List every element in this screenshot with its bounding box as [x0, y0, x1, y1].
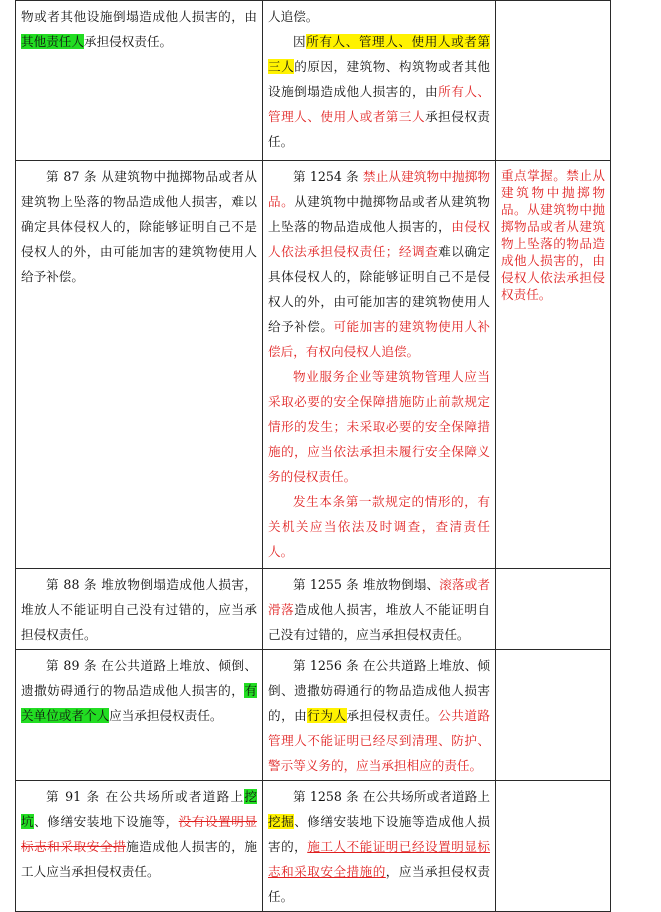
- text-run: 没有设置明显标志和采取安全措: [21, 814, 258, 854]
- text-run: 承担侵权责任。: [83, 34, 173, 49]
- text-run: 挖掘: [268, 814, 295, 829]
- text-run: 发生本条第一款规定的情形的，有关机关应当依法及时调查，查清责任人。: [268, 494, 490, 559]
- text-run: 可能加害的建筑物使用人补偿后，有权向侵权人追偿。: [268, 319, 491, 359]
- text-run: 禁止从建筑物中抛掷物品。: [268, 169, 491, 209]
- text-run: 第 87 条 从建筑物中抛掷物品或者从建筑物上坠落的物品造成他人损害，难以确定具体侵权人的，除能够证明自己不是侵权人的外，由可能加害的建筑物使用人给予补偿。: [21, 169, 257, 284]
- cell-text: [21, 784, 257, 884]
- old-law-cell: [16, 1, 263, 161]
- cell-text: [268, 29, 490, 154]
- text-run: 有关单位或者个人: [21, 683, 257, 723]
- table-row: [16, 650, 611, 781]
- table-row: [16, 781, 611, 912]
- text-run: 公共道路管理人不能证明已经尽到清理、防护、警示等义务的，应当承担相应的责任。: [268, 708, 491, 773]
- cell-text: [21, 4, 257, 54]
- cell-text: [21, 572, 257, 647]
- new-law-cell: [263, 650, 496, 781]
- table-row: [16, 1, 611, 161]
- cell-text: [268, 489, 490, 564]
- note-cell: [496, 569, 611, 650]
- table-row: [16, 161, 611, 569]
- cell-text: [21, 653, 257, 728]
- text-run: 物或者其他设施倒塌造成他人损害的，由: [21, 9, 257, 24]
- text-run: 第 1254 条: [293, 169, 363, 184]
- text-run: 应当承担侵权责任。: [109, 708, 223, 723]
- text-run: 因: [293, 34, 307, 49]
- text-run: 重点掌握。禁止从建筑物中抛掷物品。从建筑物中抛掷物品或者从建筑物上坠落的物品造成他人损害的，由侵权人依法承担侵权责任。: [501, 168, 605, 302]
- text-run: 所有人、管理人、使用人或者第三人: [268, 84, 491, 124]
- text-run: 人追偿。: [268, 9, 319, 24]
- new-law-cell: [263, 1, 496, 161]
- cell-text: [21, 164, 257, 289]
- text-run: 其他责任人: [21, 34, 84, 49]
- text-run: 挖坑: [21, 789, 257, 829]
- note-text: [501, 167, 605, 303]
- text-run: 第 1255 条 堆放物倒塌、: [293, 577, 440, 592]
- text-run: ，应当承担侵权责任。: [268, 864, 491, 904]
- note-cell: [496, 161, 611, 569]
- table-row: [16, 569, 611, 650]
- text-run: 第 88 条 堆放物倒塌造成他人损害，堆放人不能证明自己没有过错的，应当承担侵权责任。: [21, 577, 257, 642]
- text-run: 施工人不能证明已经设置明显标志和采取安全措施的: [268, 839, 491, 879]
- old-law-cell: [16, 569, 263, 650]
- cell-text: [268, 4, 490, 29]
- text-run: 第 1256 条 在公共道路上堆放、倾倒、遗撒妨碍通行的物品造成他人损害的，由: [268, 658, 490, 723]
- text-run: 第 91 条 在公共场所或者道路上: [46, 789, 245, 804]
- cell-text: [268, 572, 490, 647]
- note-cell: [496, 781, 611, 912]
- cell-text: [268, 653, 490, 778]
- text-run: 的原因，建筑物、构筑物或者其他设施倒塌造成他人损害的，由: [268, 59, 491, 99]
- text-run: 承担侵权责任。: [346, 708, 439, 723]
- text-run: 第 1258 条 在公共场所或者道路上: [293, 789, 490, 804]
- text-run: 造成他人损害，堆放人不能证明自己没有过错的，应当承担侵权责任。: [268, 602, 491, 642]
- text-run: 、修缮安装地下设施等，: [34, 814, 179, 829]
- text-run: 施造成他人损害的，施工人应当承担侵权责任。: [21, 839, 258, 879]
- text-run: 由侵权人依法承担侵权责任；经调查: [268, 219, 491, 259]
- text-run: 、修缮安装地下设施等造成他人损害的，: [268, 814, 491, 854]
- cell-text: [268, 784, 490, 909]
- note-cell: [496, 1, 611, 161]
- text-run: 难以确定具体侵权人的，除能够证明自己不是侵权人的外，由可能加害的建筑物使用人给予补偿。: [268, 244, 491, 334]
- old-law-cell: [16, 781, 263, 912]
- text-run: 承担侵权责任。: [268, 109, 491, 149]
- cell-text: [268, 164, 490, 364]
- cell-text: [268, 364, 490, 489]
- text-run: 从建筑物中抛掷物品或者从建筑物上坠落的物品造成他人损害的，: [268, 194, 491, 234]
- text-run: 第 89 条 在公共道路上堆放、倾倒、遗撒妨碍通行的物品造成他人损害的，: [21, 658, 257, 698]
- text-run: 所有人、管理人、使用人或者第三人: [268, 34, 490, 74]
- note-cell: [496, 650, 611, 781]
- law-comparison-table: [15, 0, 611, 912]
- new-law-cell: [263, 569, 496, 650]
- text-run: 物业服务企业等建筑物管理人应当采取必要的安全保障措施防止前款规定情形的发生；未采取必要的安全保障措施的，应当依法承担未履行安全保障义务的侵权责任。: [268, 369, 490, 484]
- text-run: 行为人: [307, 708, 347, 723]
- new-law-cell: [263, 161, 496, 569]
- new-law-cell: [263, 781, 496, 912]
- old-law-cell: [16, 161, 263, 569]
- text-run: 滚落或者滑落: [268, 577, 490, 617]
- old-law-cell: [16, 650, 263, 781]
